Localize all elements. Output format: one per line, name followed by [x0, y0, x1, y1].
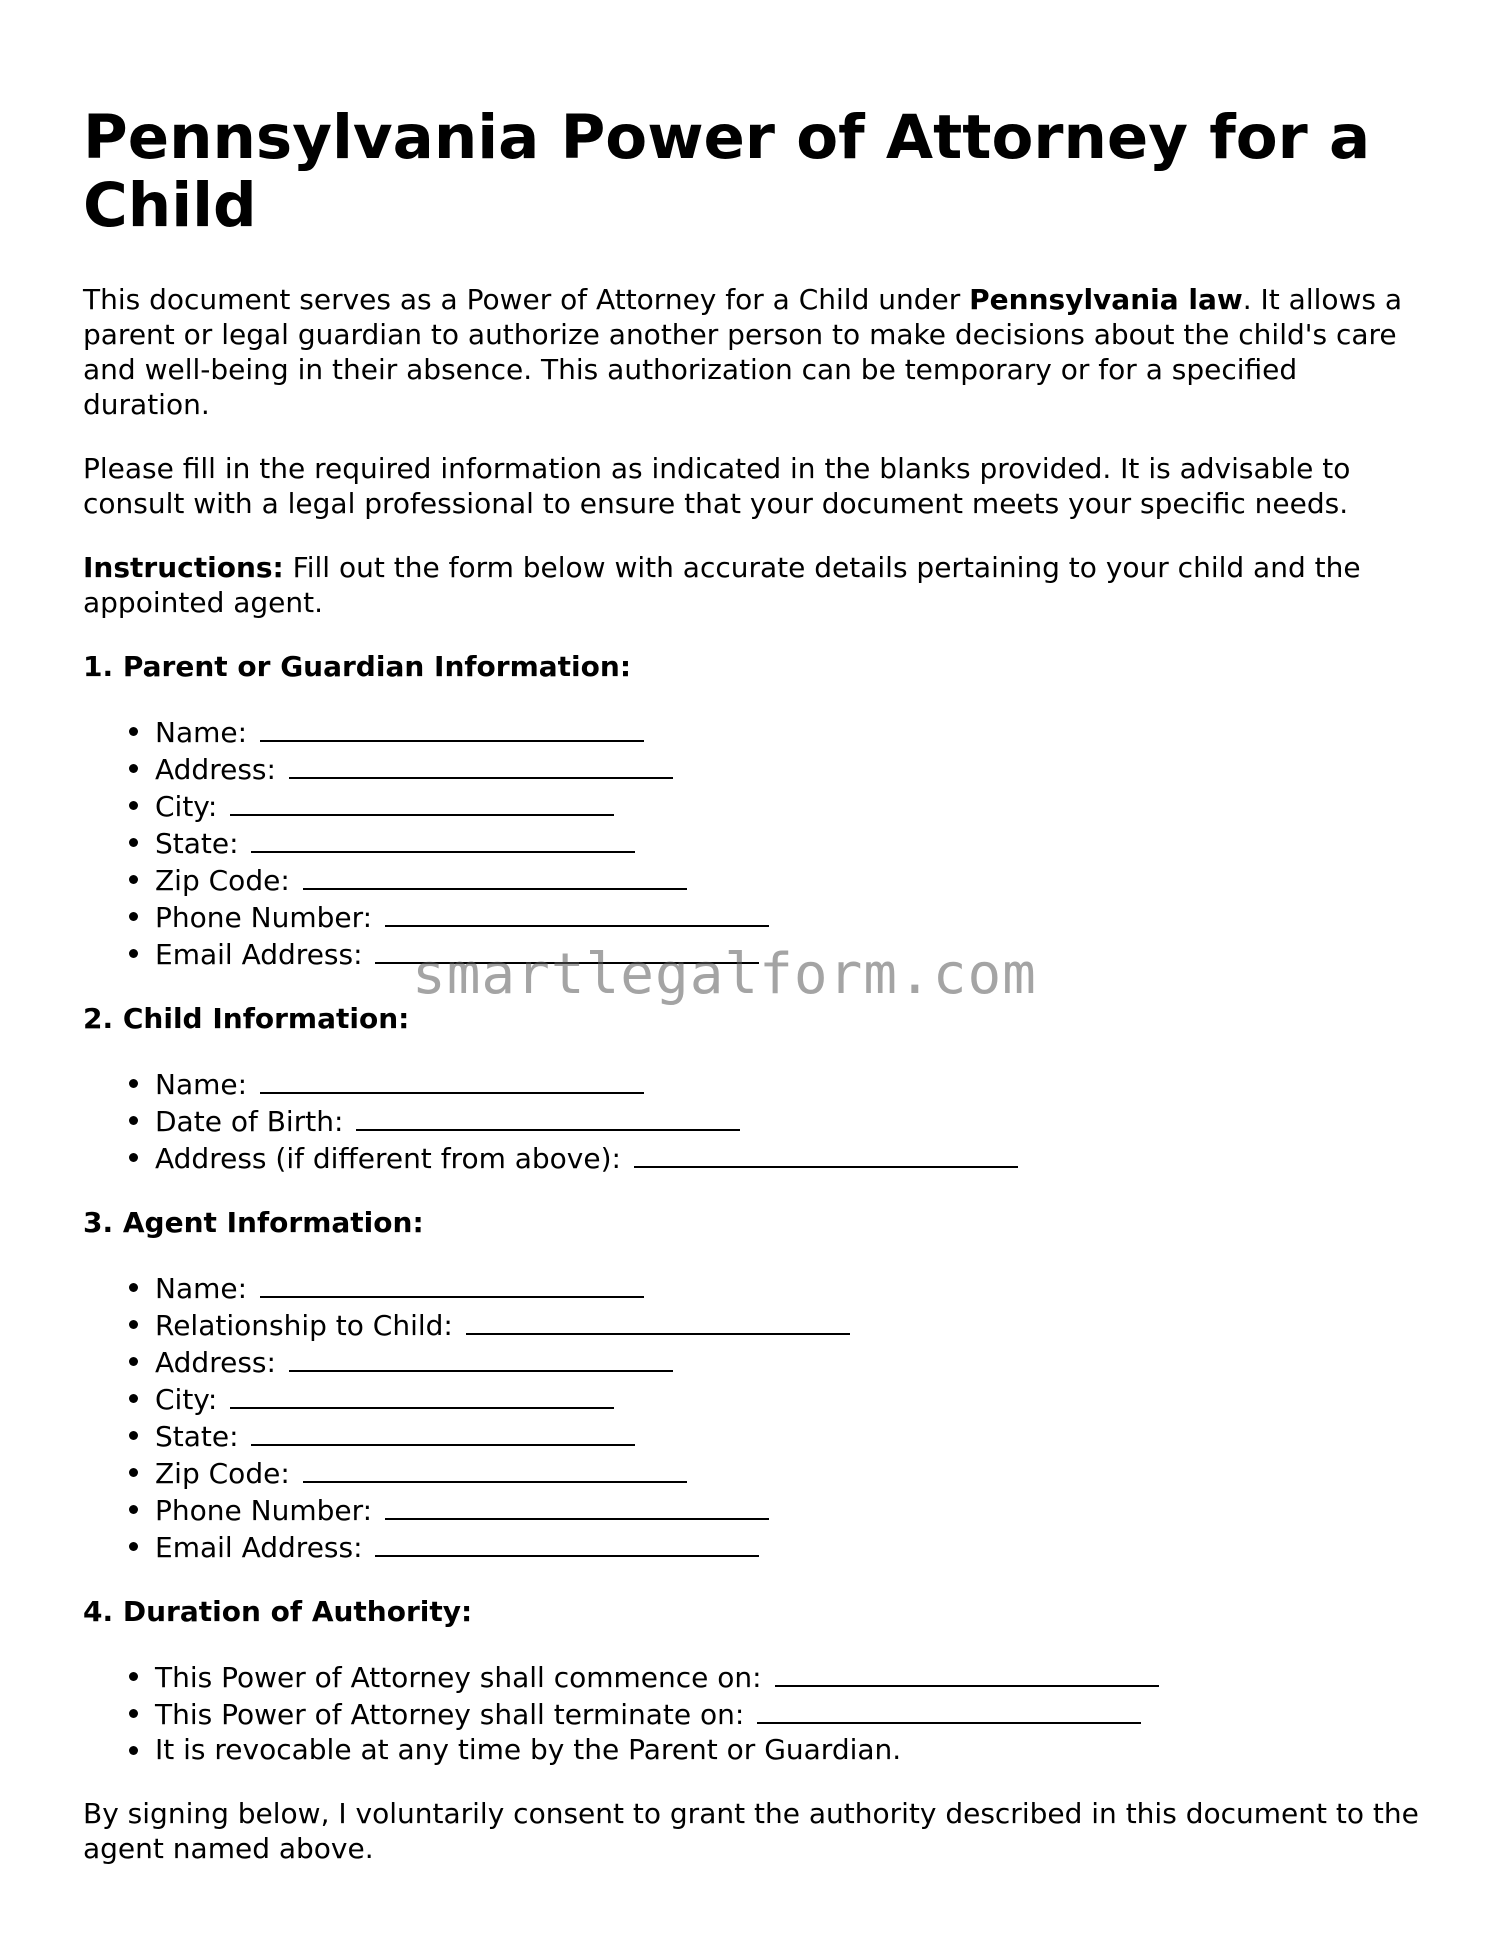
field-agent-zip	[155, 1454, 1423, 1491]
field-label: Name:	[155, 1068, 248, 1101]
field-parent-city	[155, 787, 1423, 824]
field-agent-email	[155, 1528, 1423, 1565]
section-heading-child: 2. Child Information:	[83, 1002, 410, 1035]
instructions-text: Fill out the form below with accurate details pertaining to your child and the appointed agent.	[83, 551, 1361, 619]
fill-blank[interactable]	[289, 1343, 673, 1372]
fill-blank[interactable]	[385, 898, 769, 927]
field-label: Zip Code:	[155, 1457, 290, 1490]
fill-blank[interactable]	[289, 750, 673, 779]
field-label: Zip Code:	[155, 864, 290, 897]
field-terminate-date	[155, 1695, 1423, 1732]
field-label: City:	[155, 790, 218, 823]
fill-blank[interactable]	[260, 1269, 644, 1298]
field-parent-state	[155, 824, 1423, 861]
instructions-label: Instructions:	[83, 551, 284, 584]
field-label: Address:	[155, 753, 276, 786]
field-parent-address	[155, 750, 1423, 787]
field-label: Address (if different from above):	[155, 1142, 621, 1175]
advice-paragraph: Please fill in the required information as indicated in the blanks provided. It is advisable to consult with a legal professional to ensure that your document meets your specific needs.	[83, 452, 1351, 520]
field-agent-relationship	[155, 1306, 1423, 1343]
agent-fields-list	[83, 1269, 1423, 1565]
fill-blank[interactable]	[775, 1658, 1159, 1687]
field-label: Name:	[155, 716, 248, 749]
section-heading-agent: 3. Agent Information:	[83, 1206, 424, 1239]
field-label: Name:	[155, 1272, 248, 1305]
intro-text-end: . It allows a parent or legal guardian to authorize another person to make decisions about the child's care and well-being in their absence. This authorization can be temporary or for a specified duration.	[83, 283, 1403, 421]
fill-blank[interactable]	[634, 1139, 1018, 1168]
intro-text-start: This document serves as a Power of Attorney for a Child under	[83, 283, 970, 316]
child-fields-list	[83, 1065, 1423, 1176]
field-agent-phone	[155, 1491, 1423, 1528]
parent-fields-list	[83, 713, 1423, 972]
field-label: Email Address:	[155, 938, 363, 971]
field-label: City:	[155, 1383, 218, 1416]
intro-bold-law: Pennsylvania law	[969, 283, 1243, 316]
instructions-paragraph	[83, 550, 1423, 620]
field-commence-date	[155, 1658, 1423, 1695]
field-label: State:	[155, 827, 239, 860]
closing-paragraph: By signing below, I voluntarily consent to grant the authority described in this document to the agent named above.	[83, 1797, 1419, 1865]
field-agent-address	[155, 1343, 1423, 1380]
fill-blank[interactable]	[230, 1380, 614, 1409]
fill-blank[interactable]	[385, 1491, 769, 1520]
field-parent-zip	[155, 861, 1423, 898]
field-label: Date of Birth:	[155, 1105, 344, 1138]
intro-paragraph	[83, 282, 1423, 422]
field-label: State:	[155, 1420, 239, 1453]
fill-blank[interactable]	[303, 861, 687, 890]
fill-blank[interactable]	[356, 1102, 740, 1131]
field-agent-city	[155, 1380, 1423, 1417]
fill-blank[interactable]	[466, 1306, 850, 1335]
field-label: Email Address:	[155, 1531, 363, 1564]
field-label: This Power of Attorney shall commence on:	[155, 1661, 762, 1694]
field-child-address	[155, 1139, 1423, 1176]
field-child-dob	[155, 1102, 1423, 1139]
field-label: This Power of Attorney shall terminate on:	[155, 1698, 745, 1731]
fill-blank[interactable]	[260, 713, 644, 742]
revocable-note: It is revocable at any time by the Parent or Guardian.	[155, 1732, 1423, 1767]
watermark: smartlegalform.com	[412, 942, 1037, 1007]
fill-blank[interactable]	[757, 1695, 1141, 1724]
fill-blank[interactable]	[230, 787, 614, 816]
section-heading-parent: 1. Parent or Guardian Information:	[83, 650, 632, 683]
field-label: Relationship to Child:	[155, 1309, 453, 1342]
field-label: Address:	[155, 1346, 276, 1379]
field-child-name	[155, 1065, 1423, 1102]
fill-blank[interactable]	[251, 824, 635, 853]
field-label: Phone Number:	[155, 1494, 373, 1527]
field-agent-state	[155, 1417, 1423, 1454]
fill-blank[interactable]	[260, 1065, 644, 1094]
field-parent-phone	[155, 898, 1423, 935]
duration-fields-list	[83, 1658, 1423, 1767]
fill-blank[interactable]	[251, 1417, 635, 1446]
fill-blank[interactable]	[375, 1528, 759, 1557]
document-title: Pennsylvania Power of Attorney for a Child	[83, 102, 1371, 241]
section-heading-duration: 4. Duration of Authority:	[83, 1595, 473, 1628]
field-label: Phone Number:	[155, 901, 373, 934]
field-agent-name	[155, 1269, 1423, 1306]
fill-blank[interactable]	[303, 1454, 687, 1483]
field-parent-name	[155, 713, 1423, 750]
